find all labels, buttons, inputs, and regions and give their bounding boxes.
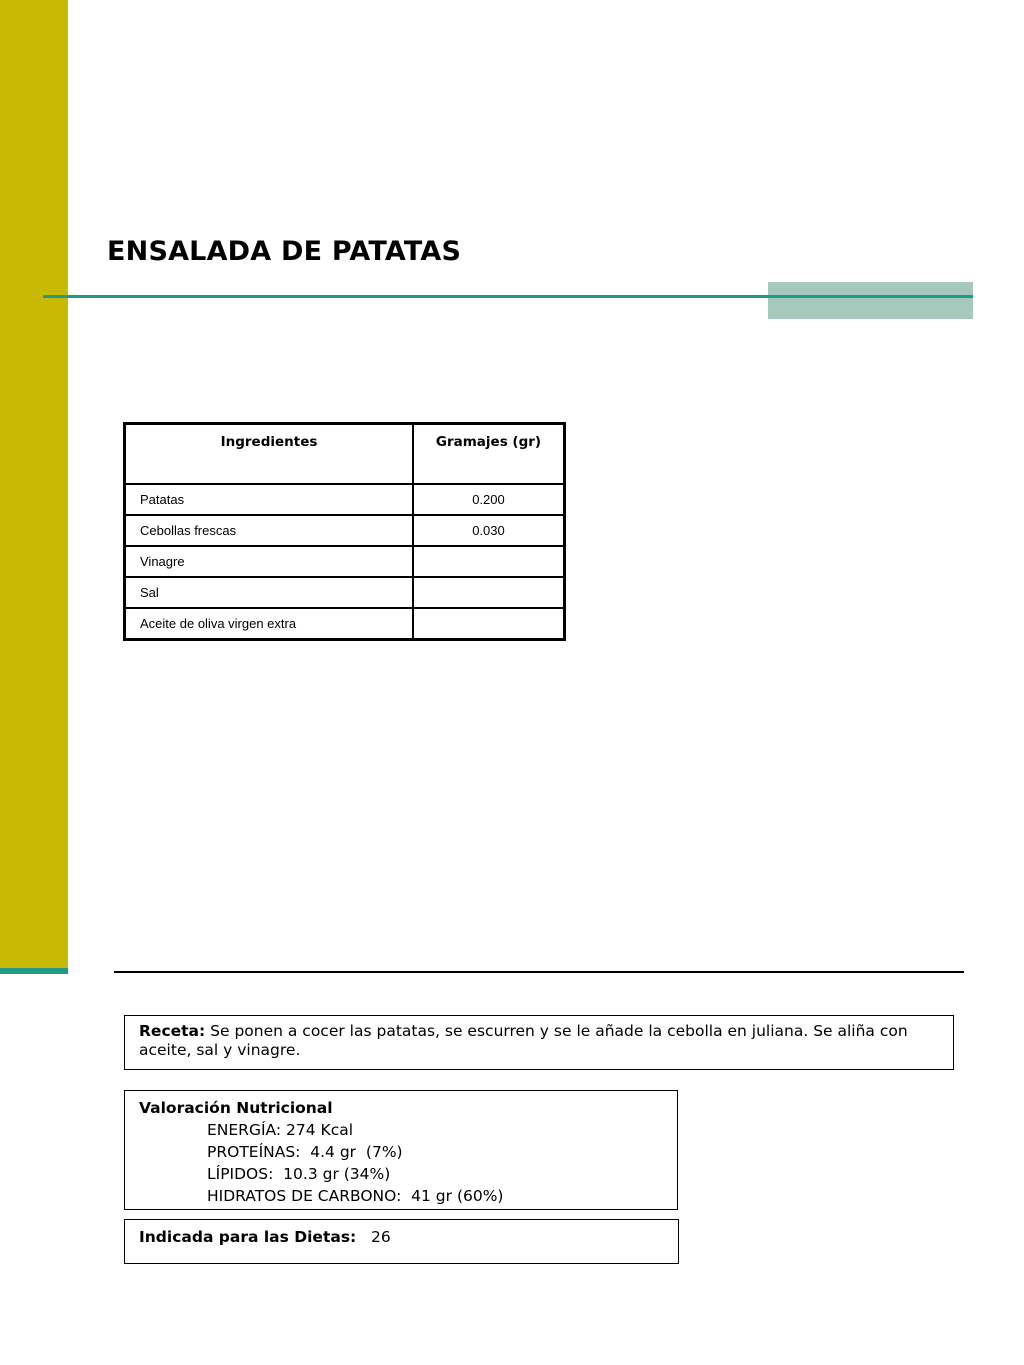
diets-value: 26 — [371, 1228, 391, 1246]
nutrition-box — [124, 1090, 678, 1210]
diets-label: Indicada para las Dietas: — [139, 1228, 357, 1246]
ingredient-cell: Sal — [125, 577, 414, 608]
side-bar-foot — [0, 968, 68, 974]
recipe-box — [124, 1015, 954, 1070]
nutrition-energy: ENERGÍA: 274 Kcal — [207, 1121, 354, 1139]
ingredient-cell: Patatas — [125, 484, 414, 515]
nutrition-proteins: PROTEÍNAS: 4.4 gr (7%) — [207, 1143, 403, 1161]
grams-cell — [413, 546, 565, 577]
grams-cell — [413, 577, 565, 608]
header-ingredientes: Ingredientes — [125, 424, 414, 485]
grams-cell: 0.030 — [413, 515, 565, 546]
nutrition-lipids: LÍPIDOS: 10.3 gr (34%) — [207, 1165, 391, 1183]
recipe-label: Receta: — [139, 1022, 206, 1040]
table-row — [125, 546, 565, 577]
table-row — [125, 577, 565, 608]
ingredient-cell: Aceite de oliva virgen extra — [125, 608, 414, 640]
ingredient-cell: Vinagre — [125, 546, 414, 577]
diets-box — [124, 1219, 679, 1264]
nutrition-heading: Valoración Nutricional — [139, 1099, 333, 1117]
section-divider — [114, 971, 964, 973]
table-header-row — [125, 424, 565, 485]
title-accent-block — [768, 282, 973, 319]
page-title: ENSALADA DE PATATAS — [107, 236, 462, 267]
nutrition-carbs: HIDRATOS DE CARBONO: 41 gr (60%) — [207, 1187, 504, 1205]
grams-cell: 0.200 — [413, 484, 565, 515]
recipe-text: Se ponen a cocer las patatas, se escurren y se le añade la cebolla en juliana. Se aliña con aceite, sal y vinagre. — [139, 1022, 908, 1059]
ingredient-cell: Cebollas frescas — [125, 515, 414, 546]
ingredients-table — [123, 422, 566, 641]
table-row — [125, 608, 565, 640]
table-row — [125, 484, 565, 515]
grams-cell — [413, 608, 565, 640]
side-bar — [0, 0, 68, 968]
header-gramajes: Gramajes (gr) — [413, 424, 565, 485]
title-accent-line — [768, 295, 973, 298]
table-row — [125, 515, 565, 546]
